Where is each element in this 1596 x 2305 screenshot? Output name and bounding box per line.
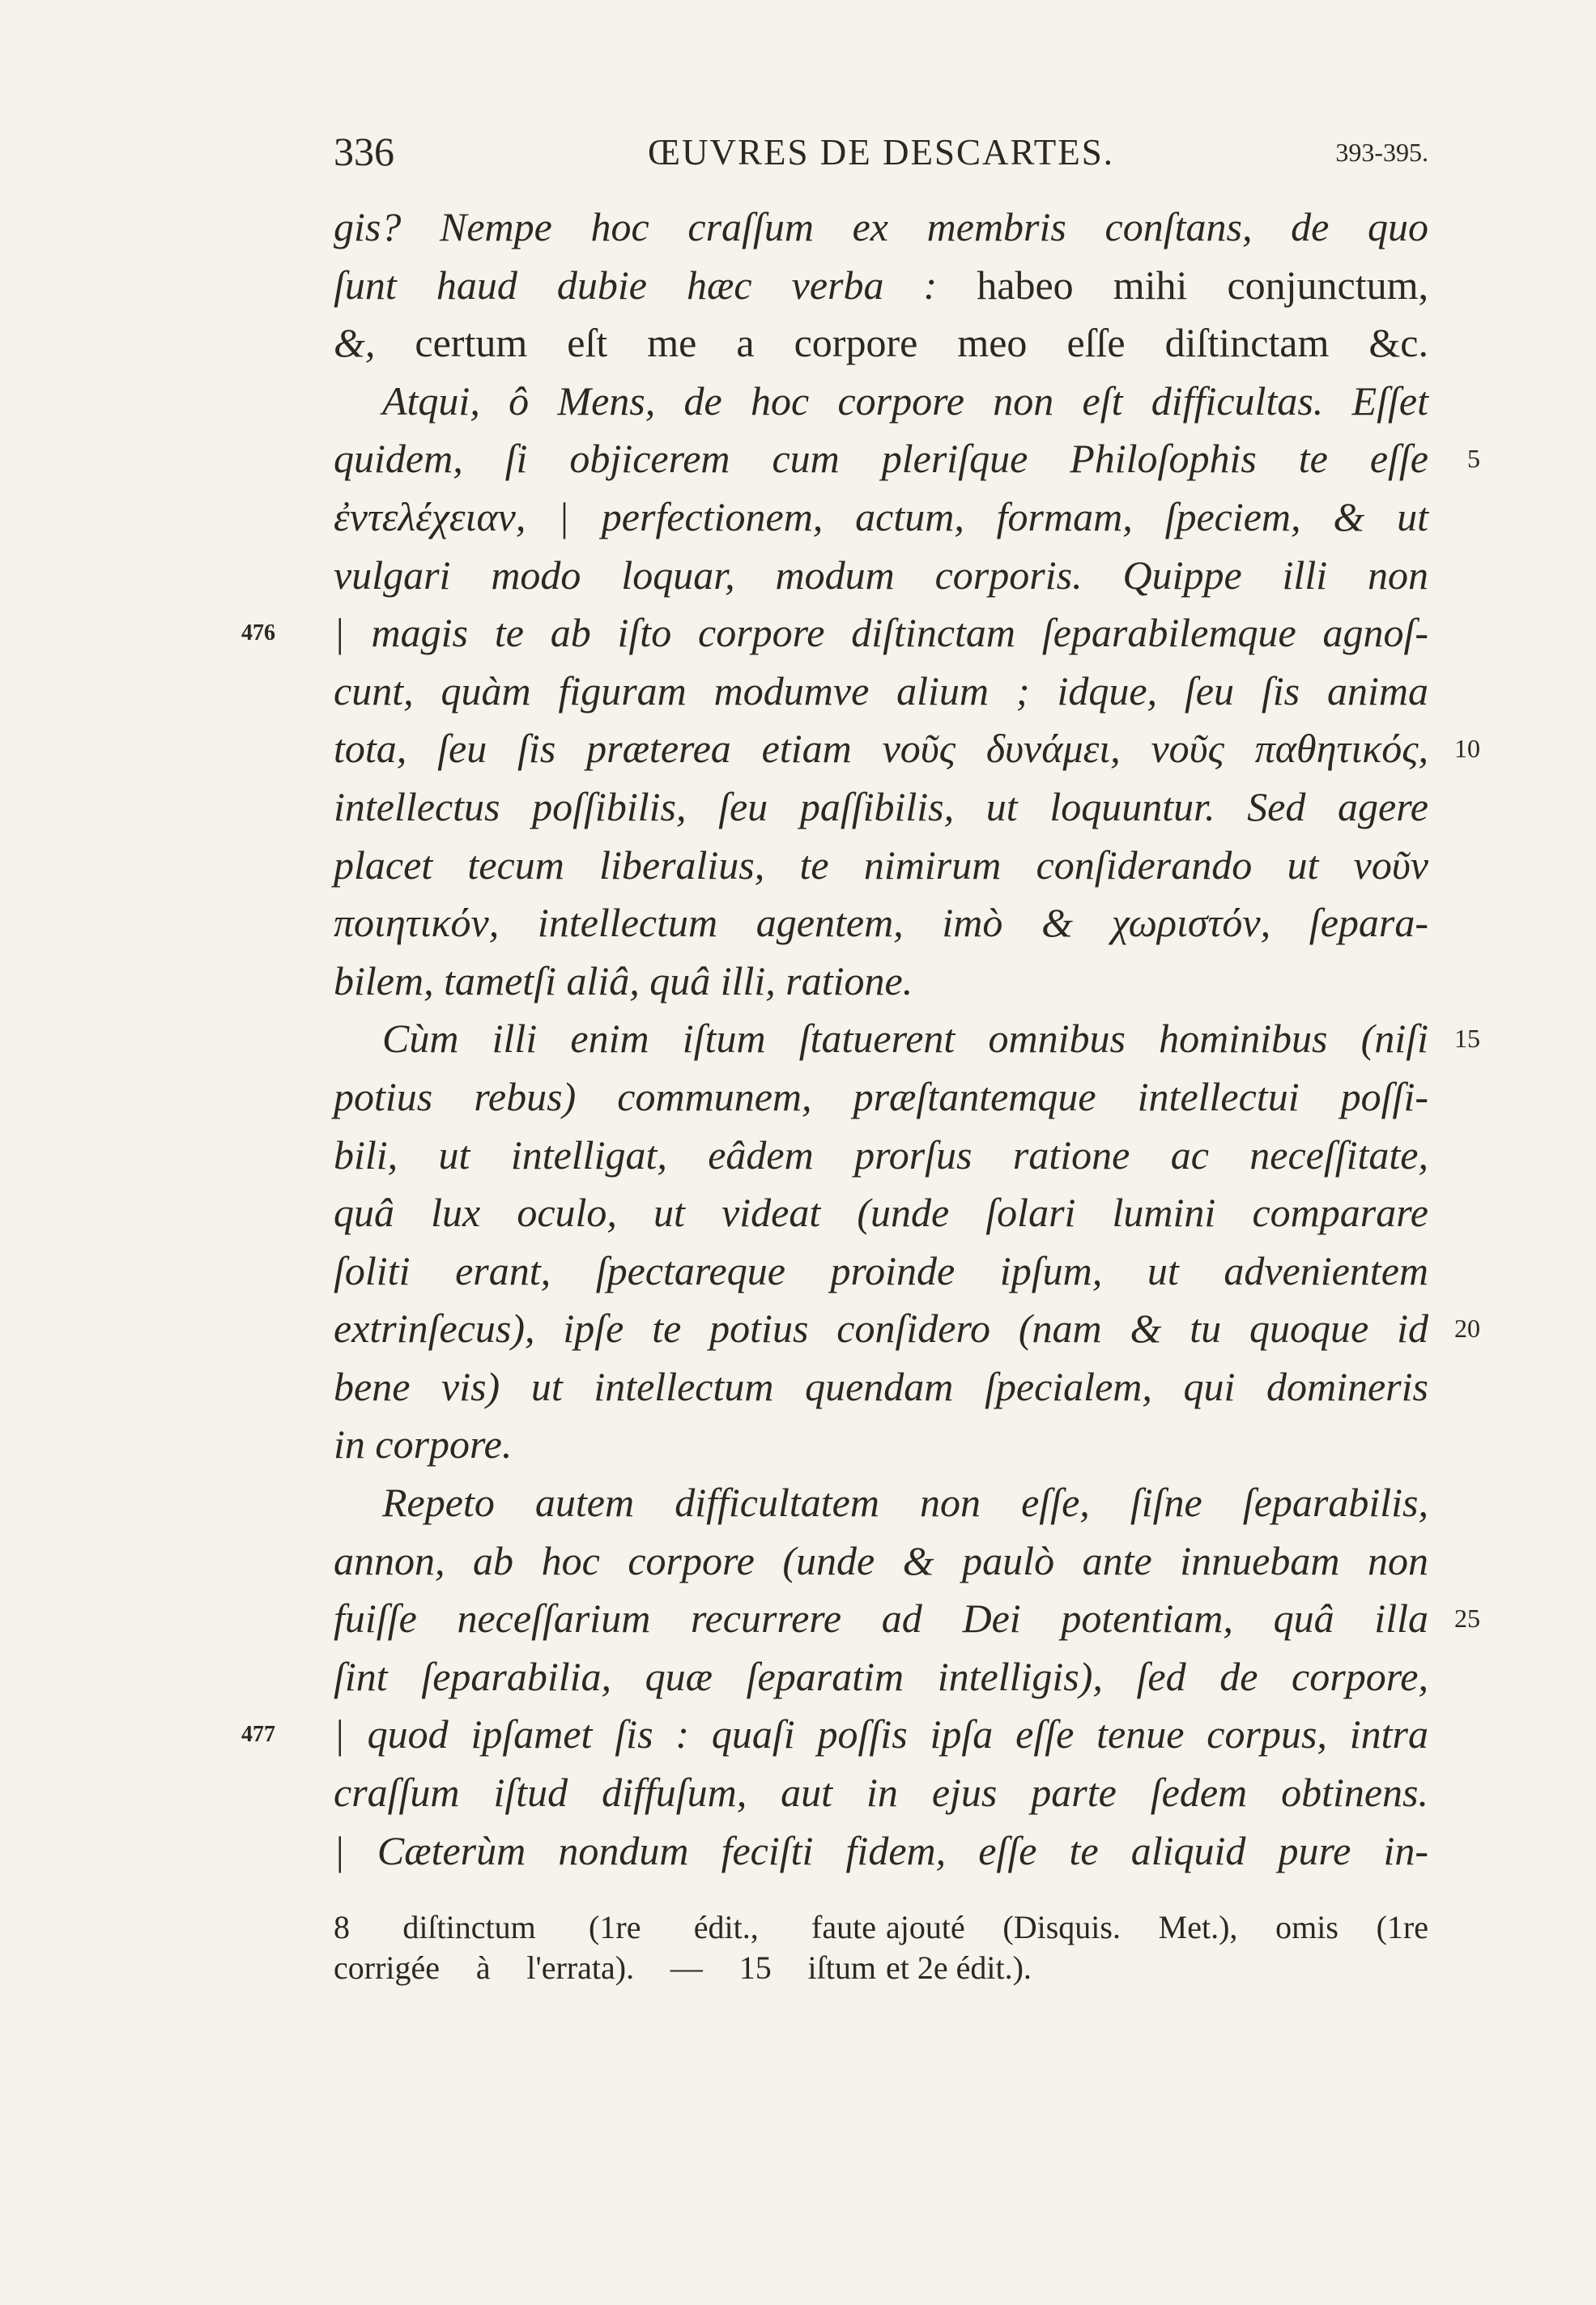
line-text: annon, ab hoc corpore (unde & paulò ante innuebam non [334,1537,1428,1583]
text-line [334,1300,1480,1358]
text-line [334,257,1428,315]
line-text: bene vis) ut intellectum quendam ſpecialem, qui domineris [334,1363,1428,1409]
text-line [241,604,1428,663]
body-text [241,198,1480,1880]
line-text: | quod ipſamet ſis : quaſi poſſis ipſa eſſe tenue corpus, intra [334,1711,1428,1758]
footnote-left-column [334,1907,876,1988]
line-text-upright: certum eſt me a corpore meo eſſe diſtinctam &c. [415,320,1428,366]
line-text: cunt, quàm figuram modumve alium ; idque, ſeu ſis anima [334,667,1428,714]
page-range: 393-395. [1335,138,1428,167]
text-line [334,1184,1428,1242]
text-line [334,837,1428,895]
line-text: bili, ut intelligat, eâdem prorſus ratione ac neceſſitate, [334,1131,1428,1178]
text-line [334,1242,1428,1301]
text-line [334,1764,1428,1822]
text-line [334,952,1428,1011]
line-text: Cùm illi enim iſtum ſtatuerent omnibus hominibus (niſi [382,1016,1428,1062]
text-line [334,1532,1428,1591]
line-text: ſoliti erant, ſpectareque proinde ipſum, ut advenientem [334,1247,1428,1293]
text-line [334,1358,1428,1417]
line-text: Repeto autem difficultatem non eſſe, ſiſne ſeparabilis, [382,1480,1428,1526]
line-text: gis? Nempe hoc craſſum ex membris conſtans, de quo [334,204,1428,249]
line-text: fuiſſe neceſſarium recurrere ad Dei potentiam, quâ illa [334,1596,1428,1642]
line-text: tota, ſeu ſis præterea etiam νοῦς δυνάμει, νοῦς παθητικός, [334,726,1428,772]
text-line [334,778,1428,837]
text-line [241,1706,1428,1764]
footnote-line: corrigée à l'errata). — 15 iſtum [334,1949,876,1986]
line-text: ποιητικόν, intellectum agentem, imò & χωριστόν, ſepara- [334,900,1428,946]
line-text: placet tecum liberalius, te nimirum conſiderando ut νοῦν [334,841,1428,888]
text-line [334,894,1428,952]
text-line [334,663,1428,721]
text-line [334,488,1428,547]
line-number: 25 [1454,1604,1480,1634]
line-text: in corpore. [334,1421,513,1468]
text-line [334,1068,1428,1127]
text-line [334,198,1428,257]
footnotes [334,1907,1428,1988]
footnote-line: ajouté (Disquis. Met.), omis (1re [886,1909,1428,1945]
footnote-right-column [886,1907,1428,1988]
line-text: | magis te ab iſto corpore diſtinctam ſeparabilemque agnoſ- [334,610,1428,656]
line-text: intellectus poſſibilis, ſeu paſſibilis, ut loquuntur. Sed agere [334,783,1428,829]
line-text: Atqui, ô Mens, de hoc corpore non eſt difficultas. Eſſet [382,377,1428,424]
line-number: 20 [1454,1314,1480,1344]
line-text: extrinſecus), ipſe te potius conſidero (nam & tu quoque id [334,1306,1428,1352]
line-text: quâ lux oculo, ut videat (unde ſolari lumini comparare [334,1190,1428,1236]
line-text: &, [334,320,415,366]
page-header [334,128,1428,177]
text-line [334,1474,1428,1532]
line-text: ἐντελέχειαν, | perfectionem, actum, formam, ſpeciem, & ut [334,493,1428,539]
running-title: ŒUVRES DE DESCARTES. [647,132,1115,173]
line-text: quidem, ſi objicerem cum pleriſque Philoſophis te eſſe [334,436,1428,482]
footnote-line: 8 diſtinctum (1re édit., faute [334,1909,876,1945]
text-line [334,314,1428,373]
line-text: craſſum iſtud diffuſum, aut in ejus parte ſedem obtinens. [334,1770,1428,1816]
line-text: vulgari modo loquar, modum corporis. Quippe illi non [334,552,1428,598]
edition-page-marker: 477 [241,1722,275,1748]
line-text: bilem, tametſi aliâ, quâ illi, ratione. [334,957,913,1003]
page-number: 336 [334,129,394,174]
text-line [334,1822,1428,1881]
text-line [334,1127,1428,1185]
text-line [334,1590,1480,1648]
text-line [334,1416,1428,1474]
line-text: | Cæterùm nondum feciſti fidem, eſſe te aliquid pure in- [334,1827,1428,1873]
text-line [334,547,1428,605]
text-line [334,430,1480,488]
text-line [334,720,1480,778]
line-text: potius rebus) communem, præſtantemque intellectui poſſi- [334,1073,1428,1119]
text-line [334,373,1428,431]
line-text: ſint ſeparabilia, quæ ſeparatim intelligis), ſed de corpore, [334,1653,1428,1699]
text-line [334,1010,1480,1068]
line-number: 10 [1454,734,1480,764]
line-number: 15 [1454,1024,1480,1054]
edition-page-marker: 476 [241,620,275,646]
line-number: 5 [1467,444,1480,474]
footnote-line: et 2e édit.). [886,1949,1032,1986]
line-text-upright: habeo mihi conjunctum, [977,262,1429,308]
line-text: ſunt haud dubie hæc verba : [334,262,977,308]
text-line [334,1648,1428,1706]
